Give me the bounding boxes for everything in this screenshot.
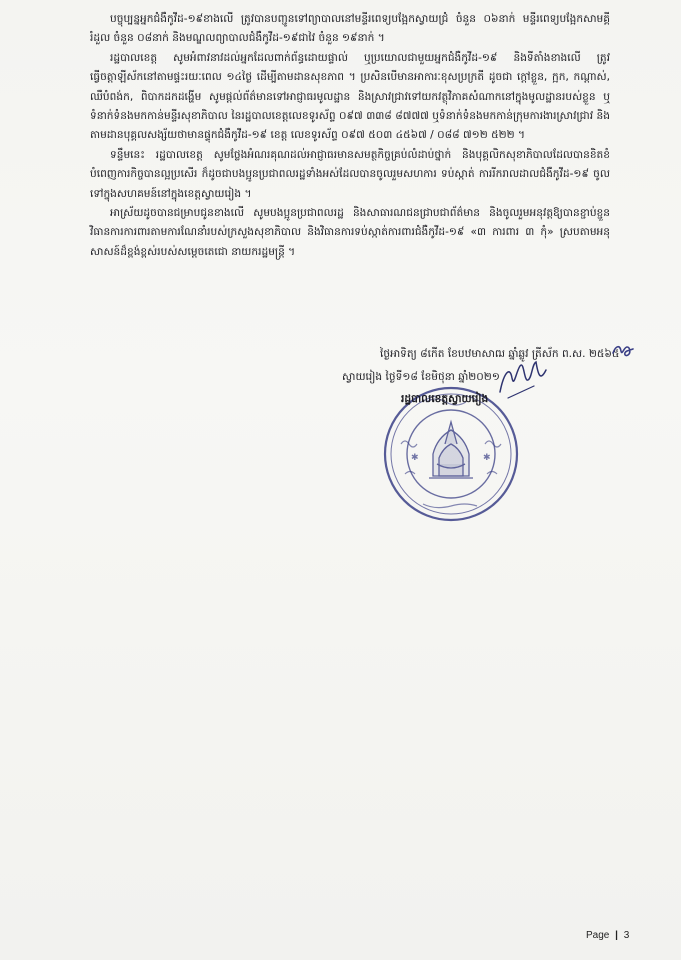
handwritten-signature <box>494 352 552 410</box>
page-number: 3 <box>623 930 630 941</box>
paragraph-thanks: ទន្ទឹមនេះ រដ្ឋបាលខេត្ត សូមថ្លែងអំណរគុណដល់អាជ្ញាធរមានសមត្ថកិច្ចគ្រប់លំដាប់ថ្នាក់ និងបុគ្គលិកសុខាភិបាលដែលបានខិតខំបំពេញការកិច្ចបានល្អប្រសើរ ក៏ដូចជាបងប្អូនប្រជាពលរដ្ឋទាំងអស់ដែលបានចូលរួមសហការ ទប់ស្កាត់ ការរីករាលដាលជំងឺកូវីដ-១៩ ចូលទៅក្នុងសហគមន៍នៅក្នុងខេត្តស្វាយរៀង ។ <box>90 148 610 200</box>
signatory-title: រដ្ឋបាលខេត្តស្វាយរៀង <box>401 393 489 405</box>
page-label: Page <box>586 930 610 941</box>
document-body <box>90 10 610 262</box>
paragraph-conclusion: អាស្រ័យដូចបានជម្រាបជូនខាងលើ សូមបងប្អូនប្រជាពលរដ្ឋ និងសាធារណជនជ្រាបជាព័ត៌មាន និងចូលរួមអនុវត្តឱ្យបានខ្ជាប់ខ្ជួនវិធានការការពារតាមការណែនាំរបស់ក្រសួងសុខាភិបាល និងវិធានការទប់ស្កាត់ការពារជំងឺកូវីដ-១៩ «៣ ការពារ ៣ កុំ» ស្របតាមអនុសាសន៍ដ៏ខ្ពង់ខ្ពស់របស់សម្តេចតេជោ នាយករដ្ឋមន្ត្រី ។ <box>90 207 610 258</box>
solar-date: ស្វាយរៀង ថ្ងៃទី១៨ ខែមិថុនា ឆ្នាំ២០២១ <box>342 371 500 383</box>
page-separator: | <box>615 930 618 941</box>
lunar-date: ថ្ងៃអាទិត្យ ៨កើត ខែបឋមាសាឍ ឆ្នាំឆ្លូវ ត្រីស័ក ព.ស. ២៥៦៥ <box>380 348 620 360</box>
page-footer <box>586 930 629 941</box>
svg-text:✱: ✱ <box>411 453 419 463</box>
paragraph-patients-treatment: បច្ចុប្បន្នអ្នកជំងឺកូវីដ-១៩ខាងលើ ត្រូវបានបញ្ជូនទៅព្យាបាលនៅមន្ទីរពេទ្យបង្អែកស្វាយជ្រំ ចំនួន ០៦នាក់ មន្ទីរពេទ្យបង្អែកសាមគ្គីរំដួល ចំនួន ០៨នាក់ និងមណ្ឌលព្យាបាលជំងឺកូវីដ-១៩ជាវៃ ចំនួន ១៩នាក់ ។ <box>90 13 610 45</box>
svg-text:✱: ✱ <box>483 453 491 463</box>
handwritten-initial-mark <box>611 341 635 361</box>
paragraph-appeal-quarantine: រដ្ឋបាលខេត្ត សូមអំពាវនាវដល់អ្នកដែលពាក់ព័ន្ធដោយផ្ទាល់ ឬប្រយោលជាមួយអ្នកជំងឺកូវីដ-១៩ និងទីតាំងខាងលើ ត្រូវធ្វើចត្តាឡីស័កនៅតាមផ្ទះរយៈពេល ១៤ថ្ងៃ ដើម្បីតាមដានសុខភាព ។ ប្រសិនបើមានអាការៈខុសប្រក្រតី ដូចជា ក្តៅខ្លួន, ក្អក, កណ្តាស់, ឈឺបំពង់ក, ពិបាកដកដង្ហើម សូមផ្តល់ព័ត៌មានទៅអាជ្ញាធរមូលដ្ឋាន និងស្រាវជ្រាវទៅយកវត្ថុវិភាគសំណាកនៅក្នុងមូលដ្ឋានរបស់ខ្លួន ឬទំនាក់ទំនងមកកាន់មន្ទីរសុខាភិបាល នៃរដ្ឋបាលខេត្តលេខទូរស័ព្ទ ០៩៧ ៣៣៨ ៨៧៧៧ ឬទំនាក់ទំនងមកកាន់ក្រុមការងារស្រាវជ្រាវ និងតាមដានបុគ្គលសង្ស័យថាមានផ្ទុកជំងឺកូវីដ-១៩ ខេត្ត លេខទូរស័ព្ទ ០៩៧ ៥០៣ ៤៥៦៧ / ០៨៨ ៧១២ ៥២២ ។ <box>90 51 610 142</box>
